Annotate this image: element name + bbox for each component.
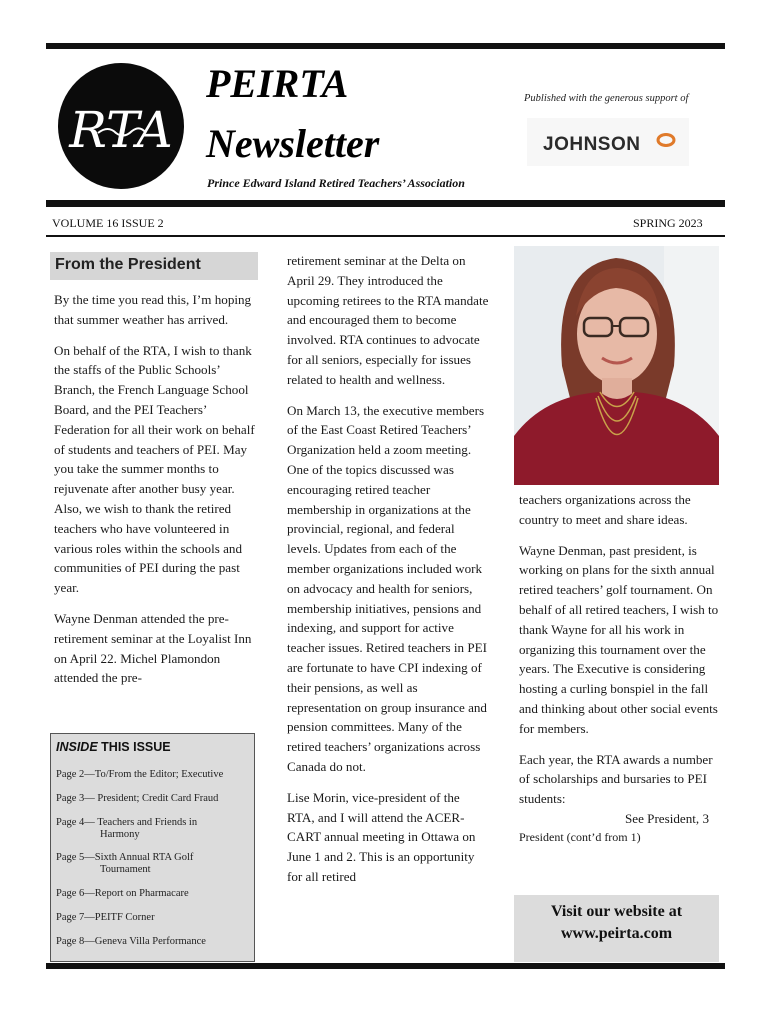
- association-name: Prince Edward Island Retired Teachers’ Association: [207, 176, 465, 190]
- newsletter-title-line2: Newsletter: [206, 121, 380, 166]
- newsletter-title-line1: PEIRTA: [206, 61, 349, 106]
- sponsor-ring-icon: [655, 132, 677, 148]
- article-column-1: [54, 290, 259, 699]
- season-year: SPRING 2023: [633, 216, 703, 230]
- masthead-rule: [46, 200, 725, 207]
- paragraph: Each year, the RTA awards a number of scholarships and bursaries to PEI students:: [519, 751, 713, 807]
- volume-issue: VOLUME 16 ISSUE 2: [52, 216, 164, 230]
- section-heading: From the President: [55, 256, 201, 273]
- article-column-2: [287, 251, 489, 898]
- paragraph: Wayne Denman, past president, is working on plans for the sixth annual retired teachers’ golf tournament. On behalf of all retired teachers, I wish to thank Wayne for all his work in organizing this tournament over the years. The Executive is considering hosting a curling bonspiel in the fall and thinking about other social events for members.: [519, 542, 719, 736]
- logo-text: RTA: [69, 101, 173, 159]
- paragraph: On behalf of the RTA, I wish to thank the staffs of the Public Schools’ Branch, the French Language School Board, and the PEI Teachers’ Federation for all their work on behalf of students and teachers of PEI. May you take the summer months to rejuvenate after another busy year. Also, we wish to thank the retired teachers who have volunteered in various roles within the schools and communities of PEI during the past year.: [54, 342, 255, 596]
- paragraph: Wayne Denman attended the pre-retirement seminar at the Loyalist Inn on April 22. Michel Plamondon attended the pre-: [54, 610, 252, 686]
- website-box: [514, 895, 719, 962]
- paragraph: By the time you read this, I’m hoping that summer weather has arrived.: [54, 292, 252, 327]
- continued-note: President (cont’d from 1): [519, 829, 641, 844]
- top-rule: [46, 43, 725, 49]
- sponsor-name: JOHNSON: [543, 134, 641, 155]
- sponsor-logo: [527, 118, 689, 166]
- inside-this-issue-box: [50, 733, 255, 962]
- paragraph: retirement seminar at the Delta on April 29. They introduced the upcoming retirees to the RTA mandate and encouraged them to become involved. RTA continues to advocate for all seniors, especially for issues related to health and wellness.: [287, 253, 489, 387]
- toc-item: Page 2—To/From the Editor; Executive: [56, 769, 224, 780]
- president-photo: [514, 246, 719, 485]
- paragraph: On March 13, the executive members of the East Coast Retired Teachers’ Organization held a zoom meeting. One of the topics discussed was encouraging retired teacher membership in organizations at the provincial, regional, and federal levels. Updates from each of the member organizations included work on advocacy and health for seniors, membership initiatives, pensions and indexing, and support for active teacher issues. Retired teachers in PEI are fortunate to have CPI indexing of their pensions, as well as representation on group insurance and pension committees. Many of the retired teachers’ organizations across Canada do not.: [287, 402, 487, 774]
- toc-item: Page 6—Report on Pharmacare: [56, 888, 189, 899]
- support-text: Published with the generous support of: [524, 93, 689, 104]
- article-column-3: [519, 490, 721, 845]
- toc-item: Page 5—Sixth Annual RTA Golf Tournament: [56, 852, 194, 875]
- toc-item: Page 7—PEITF Corner: [56, 912, 155, 923]
- toc-item: Page 8—Geneva Villa Performance: [56, 936, 206, 947]
- portrait-image: [514, 246, 719, 485]
- toc-item: Page 3— President; Credit Card Fraud: [56, 793, 219, 804]
- bottom-rule: [46, 963, 725, 969]
- rta-logo-icon: [58, 63, 184, 189]
- meta-rule: [46, 235, 725, 237]
- see-more-reference: See President, 3: [624, 810, 709, 826]
- website-link[interactable]: www.peirta.com: [560, 925, 673, 942]
- inside-heading: INSIDE THIS ISSUE: [56, 740, 171, 754]
- toc-item: Page 4— Teachers and Friends in Harmony: [56, 817, 198, 840]
- rta-logo: [58, 63, 184, 189]
- paragraph: Lise Morin, vice-president of the RTA, and I will attend the ACER-CART annual meeting in Ottawa on June 1 and 2. This is an opportunity for all retired: [287, 789, 476, 884]
- section-heading-box: [50, 252, 258, 280]
- paragraph: teachers organizations across the country to meet and share ideas.: [519, 492, 691, 527]
- website-label: Visit our website at: [550, 903, 683, 920]
